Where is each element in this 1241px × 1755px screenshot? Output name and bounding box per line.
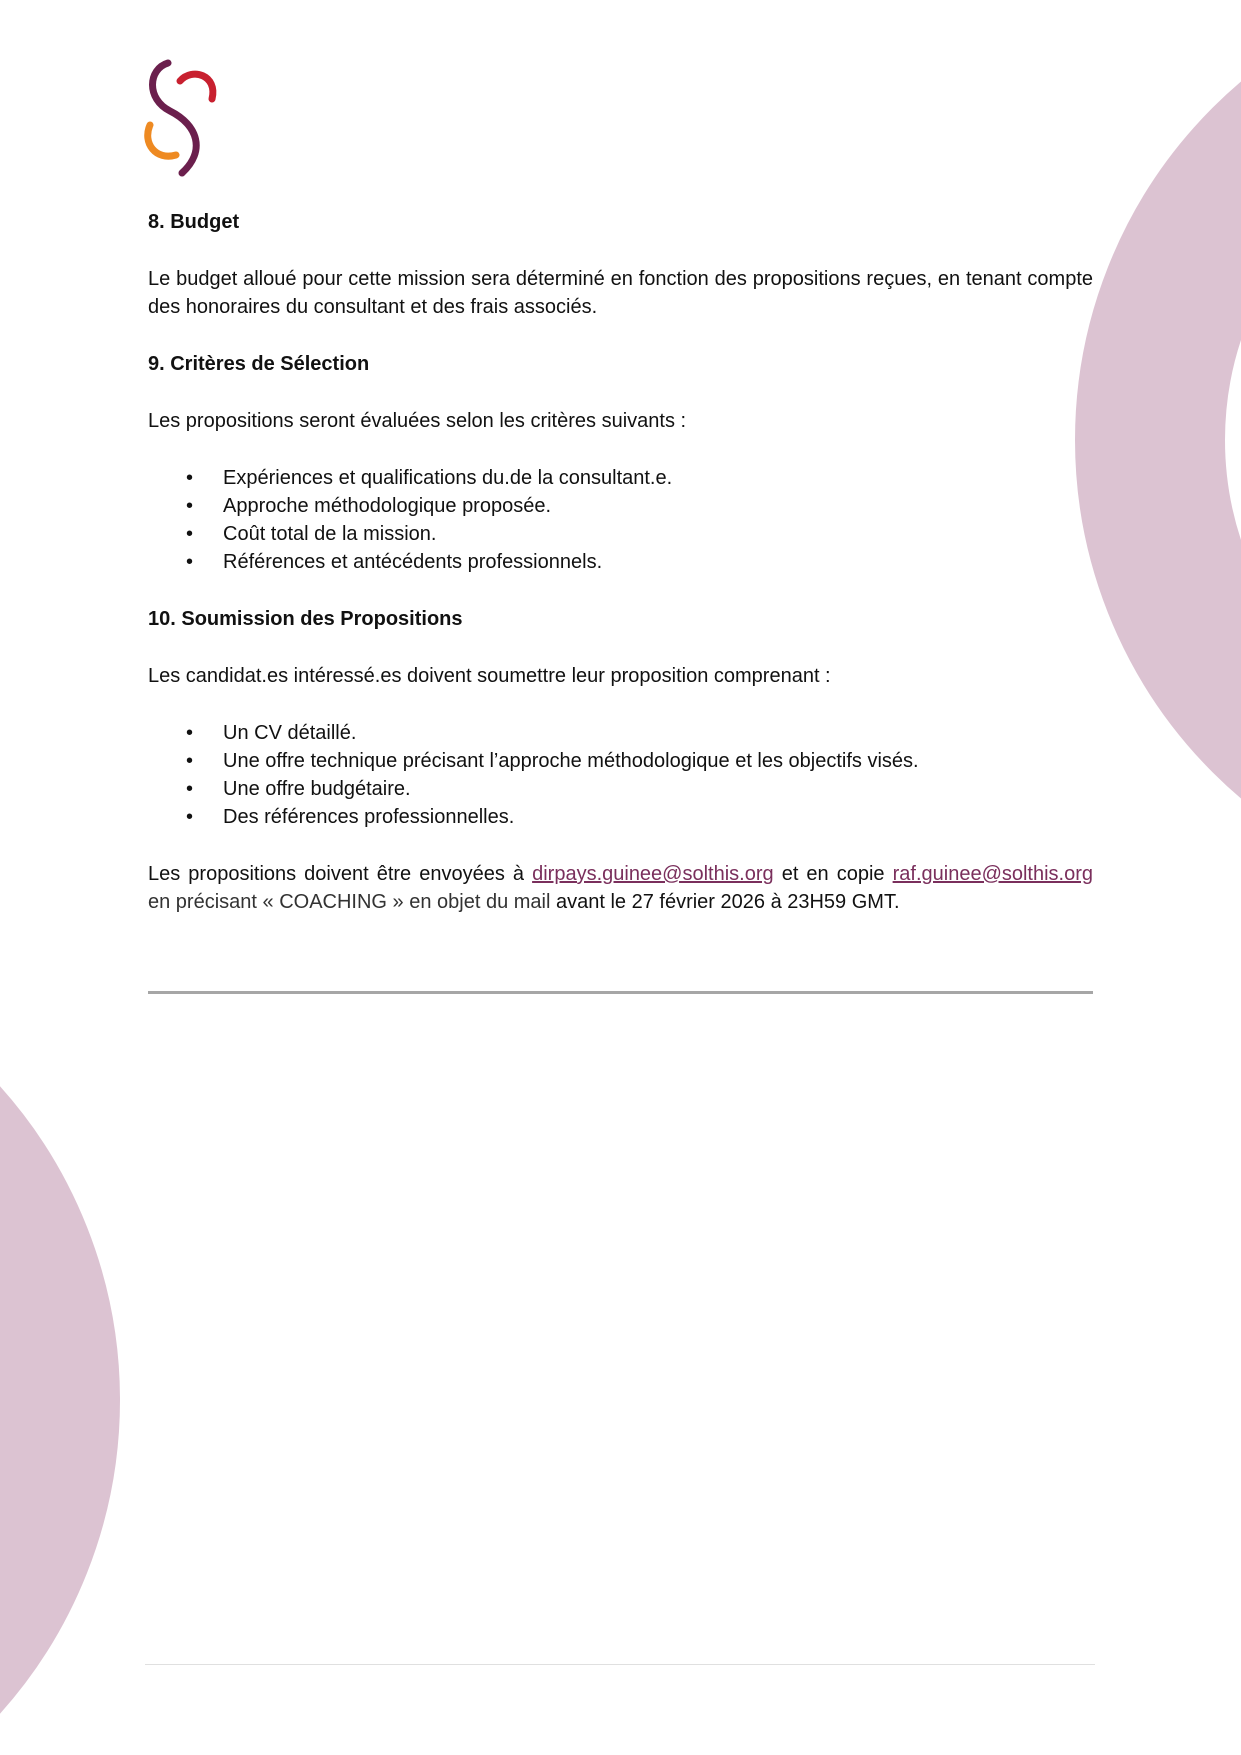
send-prefix: Les propositions doivent être envoyées à bbox=[148, 863, 525, 885]
bullet-icon: • bbox=[186, 495, 194, 517]
copy-text: et en copie bbox=[781, 863, 885, 885]
list-item: • Une offre budgétaire. bbox=[223, 775, 1093, 803]
list-item: • Approche méthodologique proposée. bbox=[223, 492, 1093, 520]
section-heading-criteria: 9. Critères de Sélection bbox=[148, 353, 370, 375]
bullet-icon: • bbox=[186, 523, 194, 545]
bullet-icon: • bbox=[186, 750, 194, 772]
deadline-text: avant le 27 février 2026 à 23H59 GMT. bbox=[555, 891, 900, 913]
bullet-icon: • bbox=[186, 806, 194, 828]
bullet-icon: • bbox=[186, 467, 194, 489]
email-link-copy[interactable]: raf.guinee@solthis.org bbox=[892, 863, 1094, 885]
submission-instructions bbox=[148, 860, 1093, 916]
submission-intro: Les candidat.es intéressé.es doivent soumettre leur proposition comprenant : bbox=[148, 665, 831, 687]
criteria-list bbox=[148, 464, 1093, 576]
list-item: • Une offre technique précisant l’approche méthodologique et les objectifs visés. bbox=[223, 747, 1093, 775]
list-item: • Expériences et qualifications du.de la consultant.e. bbox=[223, 464, 1093, 492]
list-item: • Références et antécédents professionnels. bbox=[223, 548, 1093, 576]
solthis-s-logo-icon bbox=[140, 55, 230, 185]
submission-list bbox=[148, 719, 1093, 831]
decorative-arc-bottom-left bbox=[0, 1005, 45, 1755]
subject-text: en précisant « COACHING » en objet du mail bbox=[148, 891, 551, 913]
list-item: • Un CV détaillé. bbox=[223, 719, 1093, 747]
bullet-icon: • bbox=[186, 551, 194, 573]
bullet-icon: • bbox=[186, 722, 194, 744]
footer-divider bbox=[145, 1664, 1095, 1665]
bullet-icon: • bbox=[186, 778, 194, 800]
section-heading-budget: 8. Budget bbox=[148, 211, 240, 233]
email-link-primary[interactable]: dirpays.guinee@solthis.org bbox=[532, 863, 774, 885]
criteria-intro: Les propositions seront évaluées selon les critères suivants : bbox=[148, 410, 687, 432]
decorative-arc-top-right bbox=[1150, 45, 1241, 835]
list-item: • Coût total de la mission. bbox=[223, 520, 1093, 548]
list-item: • Des références professionnelles. bbox=[223, 803, 1093, 831]
section-heading-submission: 10. Soumission des Propositions bbox=[148, 608, 463, 630]
section-divider bbox=[148, 991, 1093, 994]
document-body bbox=[148, 200, 1093, 945]
budget-paragraph: Le budget alloué pour cette mission sera déterminé en fonction des propositions reçues, en tenant compte des honoraires du consultant et des frais associés. bbox=[148, 268, 1093, 318]
